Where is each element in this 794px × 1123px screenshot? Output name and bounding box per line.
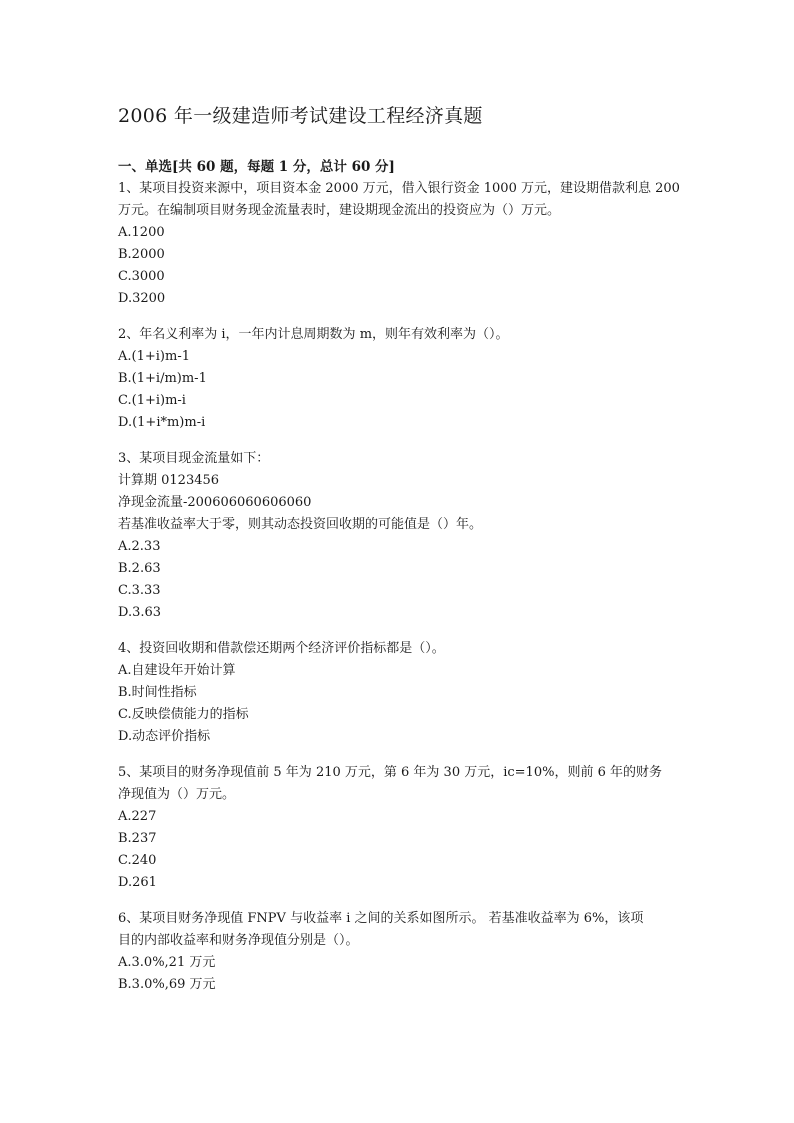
option-a: A.(1+i)m-1 [118,349,190,364]
option-d: D.261 [118,875,157,890]
option-a: A.227 [118,809,157,824]
question-stem-line: 净现金流量-200606060606060 [118,495,312,510]
option-d: D.动态评价指标 [118,729,211,744]
option-b: B.2.63 [118,561,161,576]
option-b: B.3.0%,69 万元 [118,977,216,992]
question-5 [118,762,684,894]
option-c: C.反映偿债能力的指标 [118,707,249,722]
question-stem-line: 6、某项目财务净现值 FNPV 与收益率 i 之间的关系如图所示。 若基准收益率为 6%，该项 [118,911,644,926]
question-stem-line: 净现值为（）万元。 [118,787,236,802]
question-stem-line: 目的内部收益率和财务净现值分别是（）。 [118,933,359,948]
question-stem-line: 计算期 0123456 [118,473,220,488]
section-title: 一、单选[共 60 题，每题 1 分，总计 60 分] [118,159,395,175]
option-b: B.2000 [118,247,165,262]
option-a: A.自建设年开始计算 [118,663,236,678]
option-b: B.(1+i/m)m-1 [118,371,207,386]
question-3 [118,448,684,624]
option-d: D.3.63 [118,605,162,620]
question-4 [118,638,684,748]
option-a: A.1200 [118,225,165,240]
option-b: B.时间性指标 [118,685,197,700]
option-c: C.240 [118,853,157,868]
question-6 [118,908,684,996]
question-stem-line: 1、某项目投资来源中，项目资本金 2000 万元，借入银行资金 1000 万元，建设期借款利息 200 [118,181,680,196]
document-title: 2006 年一级建造师考试建设工程经济真题 [118,105,483,127]
question-2 [118,324,684,434]
question-stem-line: 若基准收益率大于零，则其动态投资回收期的可能值是（）年。 [118,517,483,532]
option-c: C.3000 [118,269,165,284]
option-c: C.3.33 [118,583,161,598]
question-stem-line: 万元。在编制项目财务现金流量表时，建设期现金流出的投资应为（）万元。 [118,203,561,218]
option-b: B.237 [118,831,157,846]
question-stem-line: 4、投资回收期和借款偿还期两个经济评价指标都是（）。 [118,641,445,656]
option-a: A.2.33 [118,539,161,554]
option-d: D.(1+i*m)m-i [118,415,206,430]
option-d: D.3200 [118,291,166,306]
option-a: A.3.0%,21 万元 [118,955,216,970]
question-stem-line: 5、某项目的财务净现值前 5 年为 210 万元，第 6 年为 30 万元，ic=10%，则前 6 年的财务 [118,765,662,780]
document-page [118,102,684,1010]
question-stem-line: 2、年名义利率为 i，一年内计息周期数为 m，则年有效利率为（）。 [118,327,509,342]
option-c: C.(1+i)m-i [118,393,186,408]
question-stem-line: 3、某项目现金流量如下： [118,451,270,466]
question-1 [118,178,684,310]
